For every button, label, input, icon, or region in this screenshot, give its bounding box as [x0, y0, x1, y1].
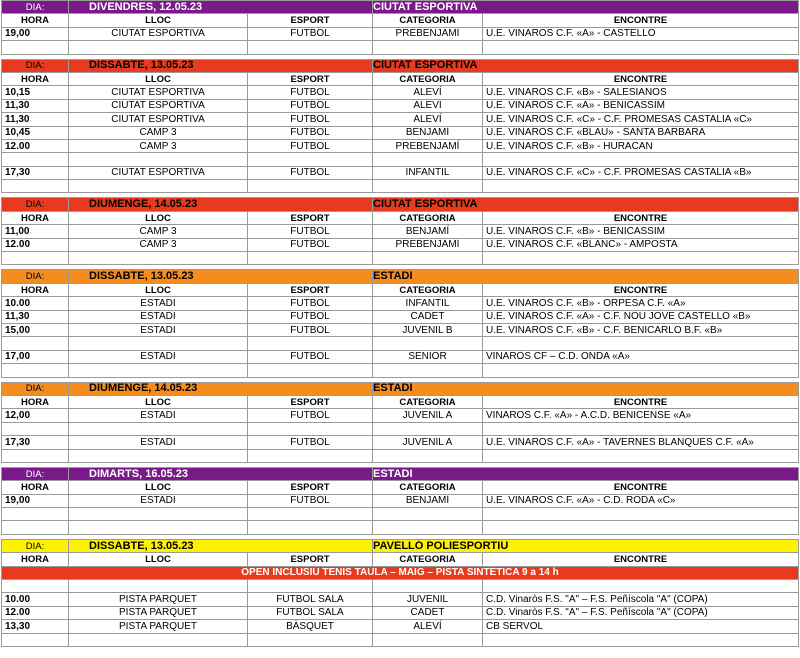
section-date: DIUMENGE, 14.05.23 — [69, 382, 373, 395]
section-header — [2, 382, 799, 395]
table-row — [2, 494, 799, 507]
cell-esport: FUTBOL — [248, 297, 373, 310]
col-esport: ESPORT — [248, 395, 373, 408]
cell-esport: FUTBOL — [248, 126, 373, 139]
col-encontre: ENCONTRE — [483, 283, 799, 296]
col-hora: HORA — [2, 395, 69, 408]
col-hora: HORA — [2, 72, 69, 85]
cell-esport: BÀSQUET — [248, 620, 373, 633]
section-date: DISSABTE, 13.05.23 — [69, 539, 373, 552]
col-esport: ESPORT — [248, 481, 373, 494]
cell-esport: FUTBOL — [248, 238, 373, 251]
col-categoria: CATEGORIA — [373, 395, 483, 408]
section-venue: ESTADI — [373, 467, 799, 480]
column-header-row — [2, 395, 799, 408]
column-header-row — [2, 72, 799, 85]
cell-encontre: U.E. VINAROS C.F. «A» - C.F. NOU JOVE CASTELLÓ «B» — [483, 310, 799, 323]
cell-hora: 19,00 — [2, 494, 69, 507]
cell-encontre: U.E. VINAROS C.F. «A» - C.D. RODA «C» — [483, 494, 799, 507]
cell-categoria: JUVENIL — [373, 593, 483, 606]
cell-encontre: VINAROS C.F. «A» - A.C.D. BENICENSE «A» — [483, 409, 799, 422]
cell-encontre: U.E. VINAROS C.F. «C» - C.F. PROMESAS CASTALIA «C» — [483, 113, 799, 126]
blank-row — [2, 337, 799, 350]
col-esport: ESPORT — [248, 553, 373, 566]
cell-encontre: C.D. Vinaròs F.S. "A" – F.S. Peñíscola "A" (COPA) — [483, 606, 799, 619]
column-header-row — [2, 211, 799, 224]
cell-encontre: U.E. VINAROS C.F. «B» - ORPESA C.F. «A» — [483, 297, 799, 310]
cell-esport: FUTBOL — [248, 86, 373, 99]
cell-categoria: PREBENJAMÍ — [373, 27, 483, 40]
cell-lloc: PISTA PARQUET — [69, 593, 248, 606]
section-venue: CIUTAT ESPORTIVA — [373, 1, 799, 14]
blank-row — [2, 422, 799, 435]
cell-lloc: CAMP 3 — [69, 238, 248, 251]
section-header — [2, 198, 799, 211]
cell-categoria: JUVENIL B — [373, 323, 483, 336]
cell-categoria: CADET — [373, 310, 483, 323]
col-lloc: LLOC — [69, 481, 248, 494]
col-lloc: LLOC — [69, 72, 248, 85]
cell-encontre: U.E. VINAROS C.F. «B» - C.F. BENICARLO B.F. «B» — [483, 323, 799, 336]
dia-label: DIA: — [2, 1, 69, 14]
section-header — [2, 539, 799, 552]
section-header — [2, 59, 799, 72]
cell-lloc: ESTADI — [69, 409, 248, 422]
table-row — [2, 238, 799, 251]
column-header-row — [2, 14, 799, 27]
cell-esport: FUTBOL — [248, 225, 373, 238]
cell-categoria: BENJAMÍ — [373, 225, 483, 238]
table-row — [2, 99, 799, 112]
section-venue: CIUTAT ESPORTIVA — [373, 198, 799, 211]
cell-esport: FUTBOL — [248, 166, 373, 179]
cell-hora: 11,30 — [2, 99, 69, 112]
col-esport: ESPORT — [248, 283, 373, 296]
table-row — [2, 620, 799, 633]
cell-categoria: JUVENIL A — [373, 436, 483, 449]
dia-label: DIA: — [2, 382, 69, 395]
schedule-table — [1, 0, 799, 647]
cell-hora: 10.00 — [2, 297, 69, 310]
blank-row — [2, 364, 799, 377]
dia-label: DIA: — [2, 59, 69, 72]
col-encontre: ENCONTRE — [483, 553, 799, 566]
cell-categoria: ALEVÍ — [373, 86, 483, 99]
col-categoria: CATEGORIA — [373, 553, 483, 566]
cell-categoria: ALEVÍ — [373, 113, 483, 126]
cell-encontre: VINARÒS CF – C.D. ONDA «A» — [483, 350, 799, 363]
table-row — [2, 310, 799, 323]
col-categoria: CATEGORIA — [373, 283, 483, 296]
table-row — [2, 113, 799, 126]
table-row — [2, 297, 799, 310]
col-lloc: LLOC — [69, 14, 248, 27]
cell-hora: 17,30 — [2, 166, 69, 179]
cell-categoria: ALEVÍ — [373, 620, 483, 633]
cell-encontre: U.E. VINAROS C.F. «A» - BENICASSIM — [483, 99, 799, 112]
cell-lloc: CIUTAT ESPORTIVA — [69, 113, 248, 126]
event-banner: OPEN INCLUSIU TENIS TAULA – MAIG – PISTA SINTÈTICA 9 a 14 h — [2, 566, 799, 579]
col-esport: ESPORT — [248, 211, 373, 224]
cell-categoria: JUVENIL A — [373, 409, 483, 422]
cell-lloc: ESTADI — [69, 297, 248, 310]
cell-lloc: PISTA PARQUET — [69, 620, 248, 633]
section-header — [2, 270, 799, 283]
blank-row — [2, 508, 799, 521]
cell-lloc: CIUTAT ESPORTIVA — [69, 27, 248, 40]
col-encontre: ENCONTRE — [483, 211, 799, 224]
table-row — [2, 27, 799, 40]
cell-esport: FUTBOL — [248, 139, 373, 152]
cell-categoria: BENJAMÍ — [373, 494, 483, 507]
cell-categoria: PREBENJAMÍ — [373, 139, 483, 152]
cell-lloc: ESTADI — [69, 494, 248, 507]
table-row — [2, 409, 799, 422]
cell-lloc: ESTADI — [69, 323, 248, 336]
col-lloc: LLOC — [69, 211, 248, 224]
cell-categoria: INFANTIL — [373, 166, 483, 179]
col-esport: ESPORT — [248, 14, 373, 27]
cell-lloc: ESTADI — [69, 350, 248, 363]
section-venue: CIUTAT ESPORTIVA — [373, 59, 799, 72]
cell-lloc: CAMP 3 — [69, 126, 248, 139]
cell-esport: FUTBOL — [248, 436, 373, 449]
col-hora: HORA — [2, 481, 69, 494]
dia-label: DIA: — [2, 198, 69, 211]
cell-esport: FUTBOL — [248, 323, 373, 336]
cell-esport: FUTBOL — [248, 310, 373, 323]
cell-hora: 13,30 — [2, 620, 69, 633]
blank-row — [2, 41, 799, 54]
cell-categoria: ALEVÍ — [373, 99, 483, 112]
table-row — [2, 139, 799, 152]
column-header-row — [2, 283, 799, 296]
cell-esport: FUTBOL — [248, 494, 373, 507]
col-encontre: ENCONTRE — [483, 395, 799, 408]
table-row — [2, 593, 799, 606]
section-date: DIVENDRES, 12.05.23 — [69, 1, 373, 14]
cell-lloc: PISTA PARQUET — [69, 606, 248, 619]
dia-label: DIA: — [2, 467, 69, 480]
col-encontre: ENCONTRE — [483, 14, 799, 27]
cell-categoria: SÈNIOR — [373, 350, 483, 363]
cell-hora: 17,30 — [2, 436, 69, 449]
table-row — [2, 323, 799, 336]
cell-esport: FUTBOL — [248, 409, 373, 422]
column-header-row — [2, 553, 799, 566]
cell-esport: FUTBOL — [248, 113, 373, 126]
cell-hora: 12,00 — [2, 409, 69, 422]
event-banner-row — [2, 566, 799, 579]
table-row — [2, 350, 799, 363]
cell-hora: 19,00 — [2, 27, 69, 40]
col-categoria: CATEGORIA — [373, 481, 483, 494]
cell-lloc: CIUTAT ESPORTIVA — [69, 166, 248, 179]
section-header — [2, 467, 799, 480]
col-hora: HORA — [2, 553, 69, 566]
col-encontre: ENCONTRE — [483, 72, 799, 85]
cell-encontre: U.E. VINAROS C.F. «B» - HURACAN — [483, 139, 799, 152]
cell-encontre: C.D. Vinaròs F.S. "A" – F.S. Peñíscola "A" (COPA) — [483, 593, 799, 606]
col-lloc: LLOC — [69, 553, 248, 566]
section-date: DISSABTE, 13.05.23 — [69, 59, 373, 72]
cell-hora: 11,30 — [2, 113, 69, 126]
blank-row — [2, 180, 799, 193]
col-categoria: CATEGORIA — [373, 211, 483, 224]
cell-esport: FUTBOL — [248, 99, 373, 112]
cell-hora: 17,00 — [2, 350, 69, 363]
blank-row — [2, 449, 799, 462]
col-lloc: LLOC — [69, 395, 248, 408]
cell-hora: 10.00 — [2, 593, 69, 606]
cell-encontre: CB SERVOL — [483, 620, 799, 633]
section-date: DIUMENGE, 14.05.23 — [69, 198, 373, 211]
section-venue: ESTADI — [373, 270, 799, 283]
column-header-row — [2, 481, 799, 494]
cell-encontre: U.E. VINAROS C.F. «BLAU» - SANTA BARBARA — [483, 126, 799, 139]
cell-hora: 12.00 — [2, 606, 69, 619]
cell-esport: FUTBOL SALA — [248, 606, 373, 619]
cell-esport: FUTBOL — [248, 27, 373, 40]
cell-hora: 10,45 — [2, 126, 69, 139]
cell-esport: FUTBOL SALA — [248, 593, 373, 606]
cell-categoria: CADET — [373, 606, 483, 619]
table-row — [2, 606, 799, 619]
col-hora: HORA — [2, 211, 69, 224]
blank-row — [2, 580, 799, 593]
cell-lloc: ESTADI — [69, 436, 248, 449]
cell-lloc: CAMP 3 — [69, 139, 248, 152]
cell-encontre: U.E. VINAROS C.F. «B» - SALESIANOS — [483, 86, 799, 99]
col-esport: ESPORT — [248, 72, 373, 85]
col-hora: HORA — [2, 283, 69, 296]
cell-hora: 10,15 — [2, 86, 69, 99]
table-row — [2, 225, 799, 238]
section-date: DIMARTS, 16.05.23 — [69, 467, 373, 480]
table-row — [2, 436, 799, 449]
dia-label: DIA: — [2, 539, 69, 552]
section-date: DISSABTE, 13.05.23 — [69, 270, 373, 283]
table-row — [2, 126, 799, 139]
col-lloc: LLOC — [69, 283, 248, 296]
blank-row — [2, 633, 799, 646]
cell-lloc: CIUTAT ESPORTIVA — [69, 86, 248, 99]
blank-row — [2, 153, 799, 166]
cell-categoria: BENJAMÍ — [373, 126, 483, 139]
cell-encontre: U.E. VINAROS C.F. «A» - CASTELLÓ — [483, 27, 799, 40]
cell-categoria: INFANTIL — [373, 297, 483, 310]
cell-hora: 11,30 — [2, 310, 69, 323]
cell-categoria: PREBENJAMÍ — [373, 238, 483, 251]
section-venue: ESTADI — [373, 382, 799, 395]
col-categoria: CATEGORIA — [373, 72, 483, 85]
cell-hora: 15,00 — [2, 323, 69, 336]
cell-lloc: ESTADI — [69, 310, 248, 323]
section-venue: PAVELLÓ POLIESPORTIU — [373, 539, 799, 552]
col-categoria: CATEGORIA — [373, 14, 483, 27]
table-row — [2, 166, 799, 179]
cell-hora: 12.00 — [2, 238, 69, 251]
cell-esport: FUTBOL — [248, 350, 373, 363]
cell-encontre: U.E. VINAROS C.F. «A» - TAVERNES BLANQUES C.F. «A» — [483, 436, 799, 449]
col-hora: HORA — [2, 14, 69, 27]
cell-lloc: CAMP 3 — [69, 225, 248, 238]
cell-lloc: CIUTAT ESPORTIVA — [69, 99, 248, 112]
cell-encontre: U.E. VINAROS C.F. «C» - C.F. PROMESAS CASTALIA «B» — [483, 166, 799, 179]
col-encontre: ENCONTRE — [483, 481, 799, 494]
dia-label: DIA: — [2, 270, 69, 283]
cell-encontre: U.E. VINAROS C.F. «BLANC» - AMPOSTA — [483, 238, 799, 251]
section-header — [2, 1, 799, 14]
blank-row — [2, 252, 799, 265]
cell-hora: 11,00 — [2, 225, 69, 238]
cell-encontre: U.E. VINAROS C.F. «B» - BENICASSIM — [483, 225, 799, 238]
cell-hora: 12.00 — [2, 139, 69, 152]
table-row — [2, 86, 799, 99]
blank-row — [2, 521, 799, 534]
